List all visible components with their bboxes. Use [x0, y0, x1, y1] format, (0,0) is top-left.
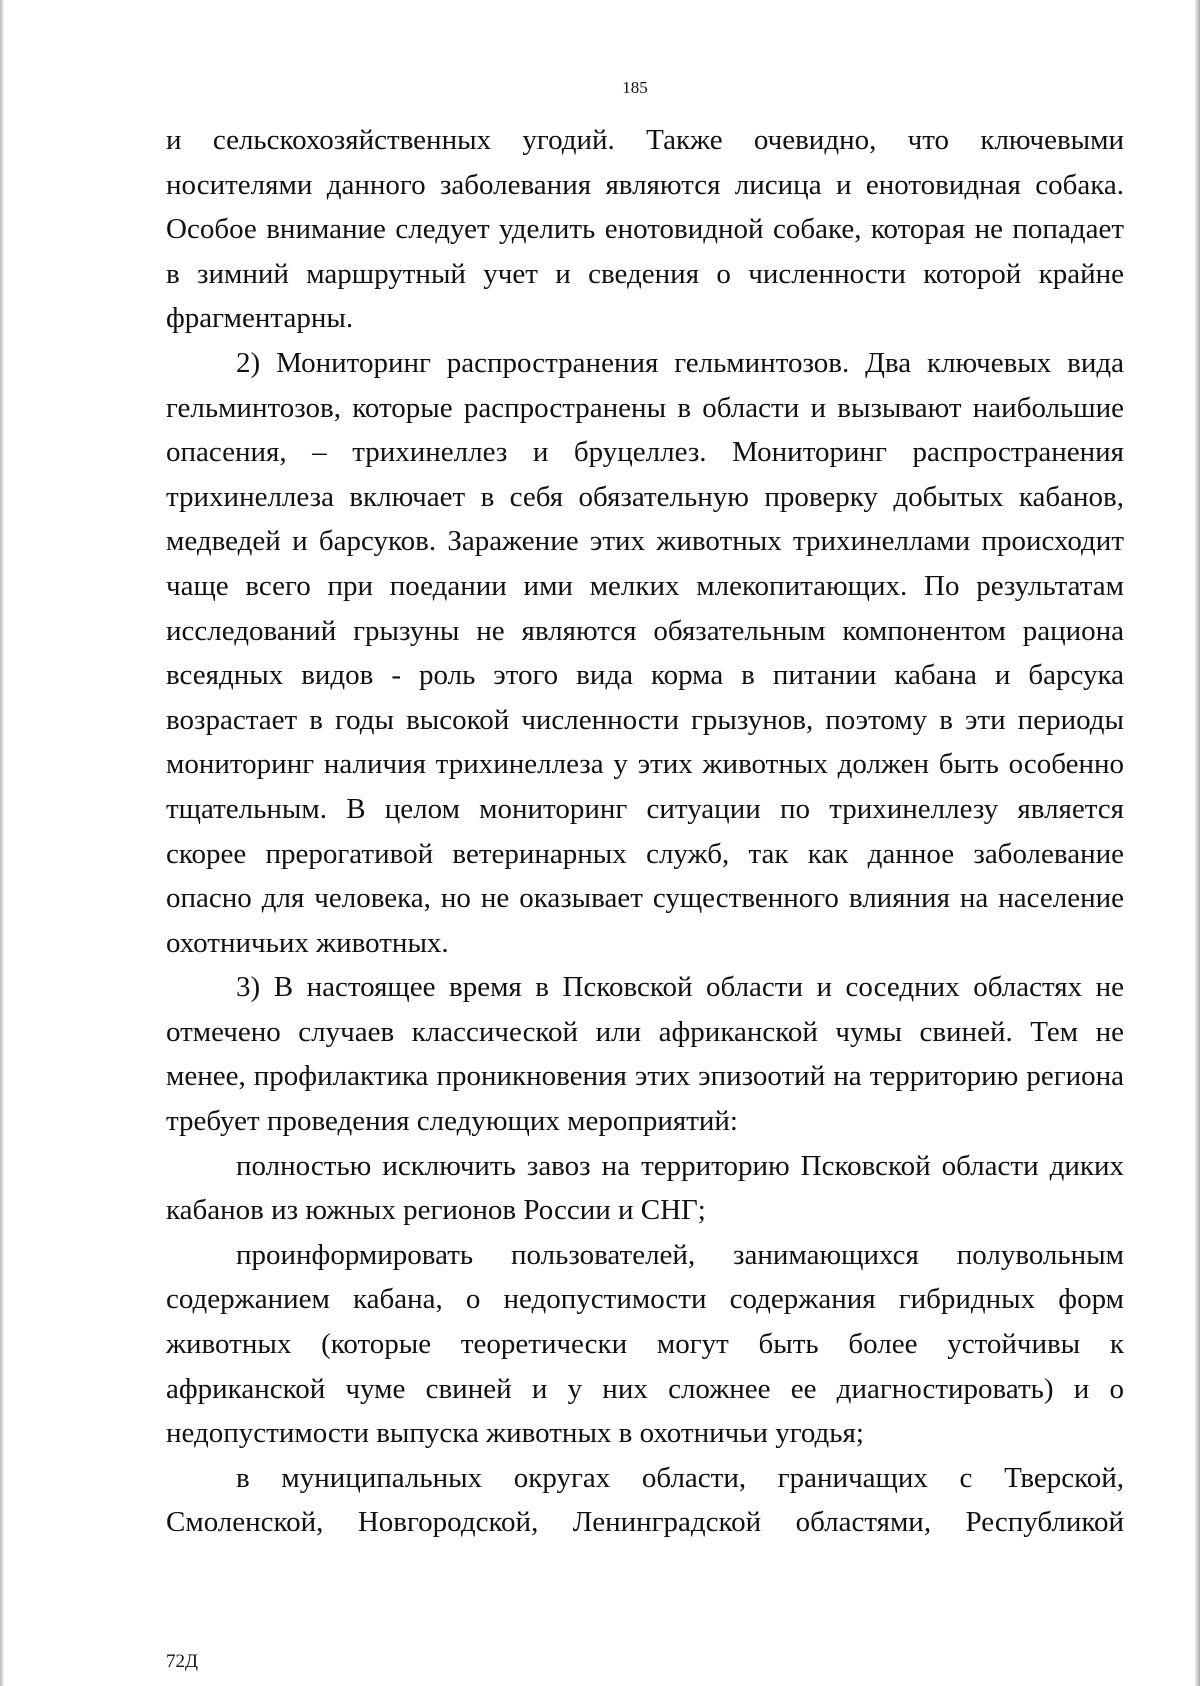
- paragraph-continuation: и сельскохозяйственных угодий. Также очевидно, что ключевыми носителями данного заболевания являются лисица и енотовидная собака. Особое внимание следует уделить енотовидной собаке, которая не попадает в зимний маршрутный учет и сведения о численности которой крайне фрагментарны.: [166, 124, 1124, 335]
- scan-edge-right: [1195, 0, 1200, 1686]
- paragraph-swine-fever: 3) В настоящее время в Псковской области и соседних областях не отмечено случаев классической или африканской чумы свиней. Тем не менее, профилактика проникновения этих эпизоотий на территорию региона требует проведения следующих мероприятий:: [166, 971, 1124, 1138]
- measure-import-ban: полностью исключить завоз на территорию Псковской области диких кабанов из южных регионов России и СНГ;: [166, 1149, 1124, 1227]
- page-number: 185: [622, 78, 648, 97]
- paragraph-helminthoses: 2) Мониторинг распространения гельминтозов. Два ключевых вида гельминтозов, которые распространены в области и вызывают наибольшие опасения, – трихинеллез и бруцеллез. Мониторинг распространения трихинеллеза включает в себя обязательную проверку добытых кабанов, медведей и барсуков. Заражение этих животных трихинеллами происходит чаще всего при поедании ими мелких млекопитающих. По результатам исследований грызуны не являются обязательным компонентом рациона всеядных видов - роль этого вида корма в питании кабана и барсука возрастает в годы высокой численности грызунов, поэтому в эти периоды мониторинг наличия трихинеллеза у этих животных должен быть особенно тщательным. В целом мониторинг ситуации по трихинеллезу является скорее прерогативой ветеринарных служб, так как данное заболевание опасно для человека, но не оказывает существенного влияния на население охотничьих животных.: [166, 346, 1124, 959]
- footer-code: 72Д: [166, 1651, 198, 1672]
- document-body: [166, 118, 1124, 1545]
- measure-border-districts: в муниципальных округах области, граничащих с Тверской, Смоленской, Новгородской, Ленинградской областями, Республикой: [166, 1461, 1124, 1539]
- measure-inform-users: проинформировать пользователей, занимающихся полувольным содержанием кабана, о недопустимости содержания гибридных форм животных (которые теоретически могут быть более устойчивы к африканской чуме свиней и у них сложнее ее диагностировать) и о недопустимости выпуска животных в охотничьи угодья;: [166, 1238, 1124, 1450]
- scan-edge-left: [0, 0, 4, 1686]
